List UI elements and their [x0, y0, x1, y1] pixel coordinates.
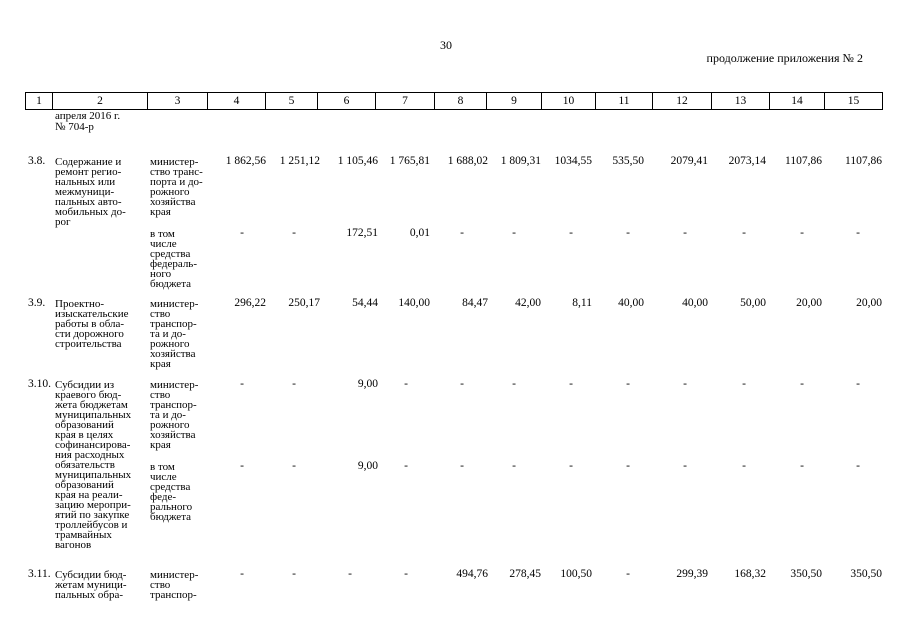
header-cell: 6 — [318, 93, 376, 110]
desc-line: Субсидии бюд- — [55, 569, 127, 581]
value-cell: 40,00 — [618, 297, 644, 309]
exec-line: хозяйства — [150, 429, 196, 441]
desc-line: нальных или — [55, 176, 116, 188]
exec-line: в том — [150, 461, 175, 473]
desc-line: пальных авто- — [55, 196, 122, 208]
value-cell: 8,11 — [572, 297, 592, 309]
desc-line: муниципальных — [55, 469, 132, 481]
value-cell: - — [348, 568, 352, 580]
desc-line: софинансирова- — [55, 439, 131, 451]
row-description — [55, 570, 127, 600]
row-number: 3.8. — [28, 155, 46, 167]
row-description — [55, 299, 128, 349]
exec-line: транспор- — [150, 318, 197, 330]
exec-line: феде- — [150, 491, 177, 503]
header-cell: 10 — [542, 93, 596, 110]
exec-line: федераль- — [150, 258, 197, 270]
exec-line: ство транс- — [150, 166, 203, 178]
value-cell: - — [569, 378, 573, 390]
value-cell: - — [460, 378, 464, 390]
exec-line: министер- — [150, 379, 199, 391]
carryover-text — [55, 111, 120, 133]
exec-line: средства — [150, 248, 191, 260]
value-cell: - — [460, 227, 464, 239]
exec-line: рожного — [150, 338, 190, 350]
exec-line: ство — [150, 389, 171, 401]
header-cell: 11 — [596, 93, 653, 110]
value-cell: - — [292, 378, 296, 390]
header-cell: 1 — [26, 93, 53, 110]
value-cell: - — [404, 568, 408, 580]
exec-line: средства — [150, 481, 191, 493]
exec-line: порта и до- — [150, 176, 203, 188]
desc-line: Содержание и — [55, 156, 122, 168]
value-cell: - — [742, 227, 746, 239]
value-cell: - — [292, 460, 296, 472]
value-cell: - — [292, 568, 296, 580]
row-description — [55, 380, 131, 550]
value-cell: - — [404, 460, 408, 472]
value-cell: - — [856, 227, 860, 239]
row-executor-federal — [150, 229, 197, 289]
desc-line: зацию меропри- — [55, 499, 131, 511]
row-executor-federal — [150, 462, 192, 522]
value-cell: 494,76 — [456, 568, 488, 580]
value-cell: - — [800, 227, 804, 239]
value-cell: 1107,86 — [845, 155, 882, 167]
value-cell: 1034,55 — [554, 155, 592, 167]
value-cell: 1 105,46 — [337, 155, 378, 167]
row-number: 3.11. — [28, 568, 51, 580]
value-cell: - — [626, 227, 630, 239]
value-cell: 0,01 — [409, 227, 430, 239]
value-cell: - — [683, 227, 687, 239]
desc-line: края в целях — [55, 429, 114, 441]
value-cell: 172,51 — [346, 227, 378, 239]
column-header-row — [26, 93, 883, 110]
value-cell: 1 688,02 — [447, 155, 488, 167]
desc-line: работы в обла- — [55, 318, 125, 330]
header-cell: 2 — [53, 93, 148, 110]
value-cell: 9,00 — [357, 378, 378, 390]
value-cell: - — [626, 568, 630, 580]
value-cell: 168,32 — [734, 568, 766, 580]
value-cell: - — [240, 227, 244, 239]
desc-line: трамвайных — [55, 529, 112, 541]
exec-line: края — [150, 358, 171, 370]
desc-line: ния расходных — [55, 449, 125, 461]
row-executor — [150, 157, 203, 217]
value-cell: - — [240, 568, 244, 580]
value-cell: 42,00 — [515, 297, 541, 309]
desc-line: сти дорожного — [55, 328, 124, 340]
exec-line: ного — [150, 268, 172, 280]
exec-line: транспор- — [150, 399, 197, 411]
desc-line: Субсидии из — [55, 379, 115, 391]
value-cell: 250,17 — [288, 297, 320, 309]
value-cell: 350,50 — [790, 568, 822, 580]
value-cell: - — [404, 378, 408, 390]
exec-line: бюджета — [150, 511, 192, 523]
value-cell: - — [800, 378, 804, 390]
header-cell: 12 — [653, 93, 712, 110]
value-cell: - — [626, 460, 630, 472]
desc-line: Проектно- — [55, 298, 105, 310]
value-cell: - — [240, 378, 244, 390]
value-cell: - — [512, 460, 516, 472]
value-cell: 20,00 — [796, 297, 822, 309]
value-cell: - — [292, 227, 296, 239]
header-cell: 14 — [770, 93, 825, 110]
value-cell: 1 251,12 — [279, 155, 320, 167]
value-cell: 20,00 — [856, 297, 882, 309]
header-cell: 4 — [208, 93, 266, 110]
header-cell: 8 — [435, 93, 487, 110]
desc-line: муниципальных — [55, 409, 132, 421]
value-cell: 1 765,81 — [389, 155, 430, 167]
value-cell: 278,45 — [509, 568, 541, 580]
header-cell: 7 — [376, 93, 435, 110]
exec-line: в том — [150, 228, 175, 240]
row-description — [55, 157, 126, 227]
header-cell: 15 — [825, 93, 883, 110]
value-cell: 2079,41 — [670, 155, 708, 167]
value-cell: 350,50 — [850, 568, 882, 580]
row-executor — [150, 299, 198, 369]
value-cell: - — [856, 460, 860, 472]
value-cell: 299,39 — [676, 568, 708, 580]
header-cell: 9 — [487, 93, 542, 110]
value-cell: - — [569, 227, 573, 239]
value-cell: - — [742, 378, 746, 390]
exec-line: рожного — [150, 186, 190, 198]
desc-line: обязательств — [55, 459, 115, 471]
exec-line: числе — [150, 238, 177, 250]
value-cell: 50,00 — [740, 297, 766, 309]
value-cell: 9,00 — [357, 460, 378, 472]
desc-line: образований — [55, 479, 114, 491]
exec-line: рожного — [150, 419, 190, 431]
value-cell: 84,47 — [462, 297, 488, 309]
value-cell: 535,50 — [612, 155, 644, 167]
value-cell: - — [512, 227, 516, 239]
value-cell: 1 862,56 — [225, 155, 266, 167]
value-cell: - — [512, 378, 516, 390]
exec-line: края — [150, 206, 171, 218]
desc-line: ремонт регио- — [55, 166, 122, 178]
carryover-line: № 704-р — [55, 121, 94, 133]
desc-line: изыскательские — [55, 308, 129, 320]
page-number: 30 — [440, 38, 452, 52]
desc-line: жета бюджетам — [55, 399, 128, 411]
desc-line: края на реали- — [55, 489, 123, 501]
value-cell: - — [626, 378, 630, 390]
desc-line: пальных обра- — [55, 589, 124, 601]
desc-line: образований — [55, 419, 114, 431]
value-cell: 100,50 — [560, 568, 592, 580]
value-cell: - — [683, 460, 687, 472]
exec-line: хозяйства — [150, 196, 196, 208]
exec-line: министер- — [150, 298, 199, 310]
desc-line: жетам муници- — [55, 579, 127, 591]
desc-line: межмуници- — [55, 186, 115, 198]
desc-line: краевого бюд- — [55, 389, 122, 401]
exec-line: бюджета — [150, 278, 192, 290]
value-cell: 1 809,31 — [500, 155, 541, 167]
value-cell: 54,44 — [352, 297, 378, 309]
value-cell: - — [856, 378, 860, 390]
desc-line: вагонов — [55, 539, 92, 551]
row-number: 3.10. — [28, 378, 51, 390]
row-executor — [150, 570, 198, 600]
value-cell: - — [683, 378, 687, 390]
value-cell: - — [742, 460, 746, 472]
value-cell: - — [569, 460, 573, 472]
exec-line: та и до- — [150, 328, 186, 340]
desc-line: троллейбусов и — [55, 519, 128, 531]
desc-line: строительства — [55, 338, 122, 350]
desc-line: ятий по закупке — [55, 509, 130, 521]
value-cell: 140,00 — [398, 297, 430, 309]
value-cell: 1107,86 — [785, 155, 822, 167]
value-cell: - — [800, 460, 804, 472]
value-cell: - — [460, 460, 464, 472]
continuation-label: продолжение приложения № 2 — [706, 51, 863, 65]
exec-line: ство — [150, 579, 171, 591]
value-cell: - — [240, 460, 244, 472]
exec-line: транспор- — [150, 589, 197, 601]
exec-line: числе — [150, 471, 177, 483]
exec-line: министер- — [150, 569, 199, 581]
exec-line: та и до- — [150, 409, 186, 421]
value-cell: 40,00 — [682, 297, 708, 309]
header-cell: 13 — [712, 93, 770, 110]
exec-line: рального — [150, 501, 193, 513]
row-executor — [150, 380, 198, 450]
carryover-line: апреля 2016 г. — [55, 110, 121, 122]
column-header-table — [25, 92, 883, 110]
exec-line: хозяйства — [150, 348, 196, 360]
header-cell: 3 — [148, 93, 208, 110]
desc-line: мобильных до- — [55, 206, 126, 218]
desc-line: рог — [55, 216, 71, 228]
exec-line: ство — [150, 308, 171, 320]
exec-line: края — [150, 439, 171, 451]
header-cell: 5 — [266, 93, 318, 110]
exec-line: министер- — [150, 156, 199, 168]
value-cell: 2073,14 — [728, 155, 766, 167]
row-number: 3.9. — [28, 297, 46, 309]
value-cell: 296,22 — [234, 297, 266, 309]
